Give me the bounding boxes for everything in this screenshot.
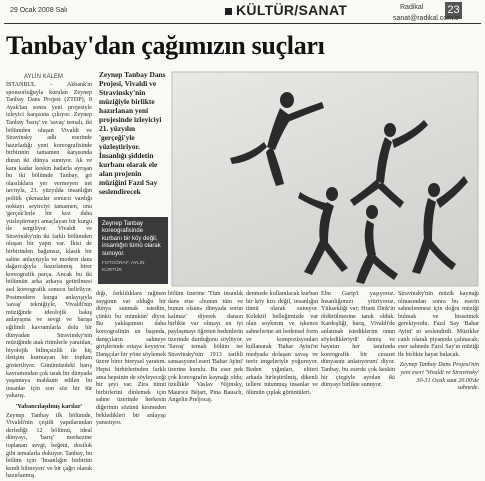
section-title — [225, 2, 347, 18]
column-5 — [321, 291, 395, 457]
column-2 — [96, 291, 166, 457]
header-rule — [4, 23, 481, 24]
column-3 — [168, 291, 243, 457]
page-header — [0, 0, 485, 22]
pull-quote: Zeynep Tanbay Dans Projesi, Vivaldi ve Stravinsky'nin müziğiyle birlikte hazırlanan yeni projesinde izleyiciyi 21. yüzyılın 'gerçeği'yle yüzleştiriyor. İnsanlığı şiddetin kurbanı olarak ele alan projenin müziğini Fazıl Say seslendirecek — [99, 70, 166, 196]
column-6-text: Stravinsky'nin müzik kaynağı olmasından sonra bu eserin sahnelenmesi için doğru müziği bulmak ve hissetmek gerekiyordu. Fazıl Say 'Bahar Ayini' ni seslendirdi. Müzikler canlı olarak piyanoda çalınacak; eser sahnede Fazıl Say'ın müziği ile birlikte hayat bulacak. — [398, 291, 479, 358]
dancers-illustration — [172, 72, 478, 286]
column-1-text: İSTANBUL - Akbank'ın sponsorluğuyla kurulan Zeynep Tanbay Dans Projesi (ZTDP), 8 Ayak'tan sonra yeni projesiyle izleyici karşısına çıkıyor. Zeynep Tanbay 'barış' ve 'savaş' temalı, iki bölümden oluşan Vivaldi ve Stravinsky adlı eserinde hazırladığı yeni koreografisinde birbirinin tamamen karşısında duran iki dünya sunuyor. Ak ve kara kadar keskin hatlarla ayrışan bu iki bölümde Tanbay, gri olasılıklara yer vermeyen net tavrıyla, 21. yüzyılda insanlığın politik çıkmazlar sonucu vardığı noktayı seyirciyi tamamen, onu 'gerçek'lerle bir kez daha yüzleştirmeyi amaçlayan bir kurgu ile sergiliyor. Vivaldi ve Stravinsky'nin iki farklı bölümden oluşan bir yapıt var. İkisi de birbirinden bağımsız, klasik bir sahne anlayışıyla ve modern dans dağarcığıyla hazırlanmış birer koreografik parça. Ancak bu iki bölümün arka arkaya getirilmesi asıl koreografik sonucu belirliyor. Postmodern kurgu anlayışıyla 'savaş' tekniğiyle, Vivaldi'nin müziğinde ideolojik bakış anlayışına ve sevgi ve barışa eğilimli kavramlarla dolu bir dünyadan Stravinsky'nin müziğinde atak ritimlerle yaratılan, biyolojik bilinçsizlik ile hiç iletişim kurmayan bir toplum gösteriliyor. Günümüzdeki barış kavramından çok uzak bir dünyada yaşamaya mahkum edilen bu insanlar için son söz bir tür yakarış. — [6, 82, 92, 400]
event-note: Zeynep Tanbay Dans Projesi'nin yeni eseri 'Vivaldi ve Stravinsky' 30-31 Ocak saat 20.00'de sahnede. — [399, 362, 479, 392]
column-1-text-continued: Zeynep Tanbay ilk bölümde, Vivaldi'nin çeşitli yapıtlarından derlediği 12 bölümü, ideal dünyayı, 'barış' merkezine toplanan sevgi, beğeni, dostluk gibi temalarla dokuyor. Tanbay, bu bölüm için 'İnsanlığın birbirini kendi bilmeyen' ve bir çağrı olarak hazırlanmış. — [6, 412, 92, 480]
newspaper-name: Radikal — [400, 4, 424, 11]
column-3-text: bölüm üzerine 'Tüm insanlık dans etse «bunun tüm ve bunun olsun» dünyada sorun kalmaz' diyerek dansın birlikte var olmayı en iyi paylaşmayı öğreten bedenlerin üzerinde durduğunu söylüyor. 'Savaş' temalı bölüm ise Stravinsky'nin 1913 tarihli sansasyonel eseri 'Bahar Ayini' üzerine kurulu. Bu eser pek çok koreografın kaynağı oldu; özellikle Vaslav Nijinsky, Maurice Béjart, Pina Bausch, Angelin Preljocaj. — [168, 291, 243, 404]
dancer-figures — [230, 92, 468, 284]
photo-credit: FOTOĞRAF: AYLİN KÜRTÜR — [102, 261, 145, 274]
section-email: sanat@radikal.com.tr — [393, 15, 460, 22]
photo-caption — [98, 217, 168, 284]
caption-text: Zeynep Tanbay koreografisinde kurbanı bir köy değil, insanlığın tümü olarak sunuyor. — [102, 221, 161, 257]
column-6 — [398, 291, 479, 457]
square-bullet-icon — [225, 8, 232, 15]
column-1 — [6, 82, 92, 480]
byline: AYLİN KALEM — [24, 74, 63, 80]
article-headline: Tanbay'dan çağımızın suçları — [6, 31, 325, 60]
column-4-text: denmede kullanılacak kurban bir köy kızı değil, insanlığın tümü olarak sunuyor. Kolektif belleğimizde var olan soykırım ve işkence sahnelerine ait bedensel form ve kompozisyonları kullanarak 'Bahar Ayini'ni medyada dolaşan savaş ve terör imgeleriyle yoğuruyor. Beden yığınları, eliteri arkada birleştirilmiş, dikenli tellere tutunmuş insanlar ve ölümün çıplak görüntüleri. — [246, 291, 318, 396]
issue-date: 29 Ocak 2008 Salı — [10, 7, 68, 14]
section-label: KÜLTÜR/SANAT — [236, 2, 348, 18]
dance-photo — [172, 72, 478, 286]
column-4 — [246, 291, 318, 457]
subheading: 'Yabancılaşılmış karılar' — [15, 402, 83, 410]
column-2-text: dığı, farklılıklara rağmen saygının var olduğu bir dünya sunmak istedim, çünkü bu mümkün' diyor. Bu yaklaşımını daha koreografinin en başında, danşçıların sahneye girişlerinde ortaya koyuyor. Danşçılar bir yöne söylemek üzere birer bireysel yaratım. Hepsi birbirlerinden farklı ama hepsinin de söyleyeceği bir şeyi var. Zira tümü birbirlerini dinlemek için sahne üzerinde herkesin diğerinin sözünü kesmeden bekledikleri bir anlayışı yansıtıyor. — [96, 291, 166, 427]
page-number: 23 — [445, 2, 462, 19]
column-5-text: Ebu Garip'i yaşıyoruz. İnsanlığımızı yitiriyoruz. Yüksekliği var; Hrant Dink'in öldürülmesine tanık olduk. Kardeşliği, barış, Vivaldi'de anlatmak istediklerim onun söyledikleriydi' demiş ve hayatın her tarafında koreografik bir cesaret dünyasını anlatıyorum' diyor. Tanbay, bu eserde çok keskin bir çizgiyle ayrılan iki dünyayı birlikte sunuyor. — [321, 291, 395, 389]
